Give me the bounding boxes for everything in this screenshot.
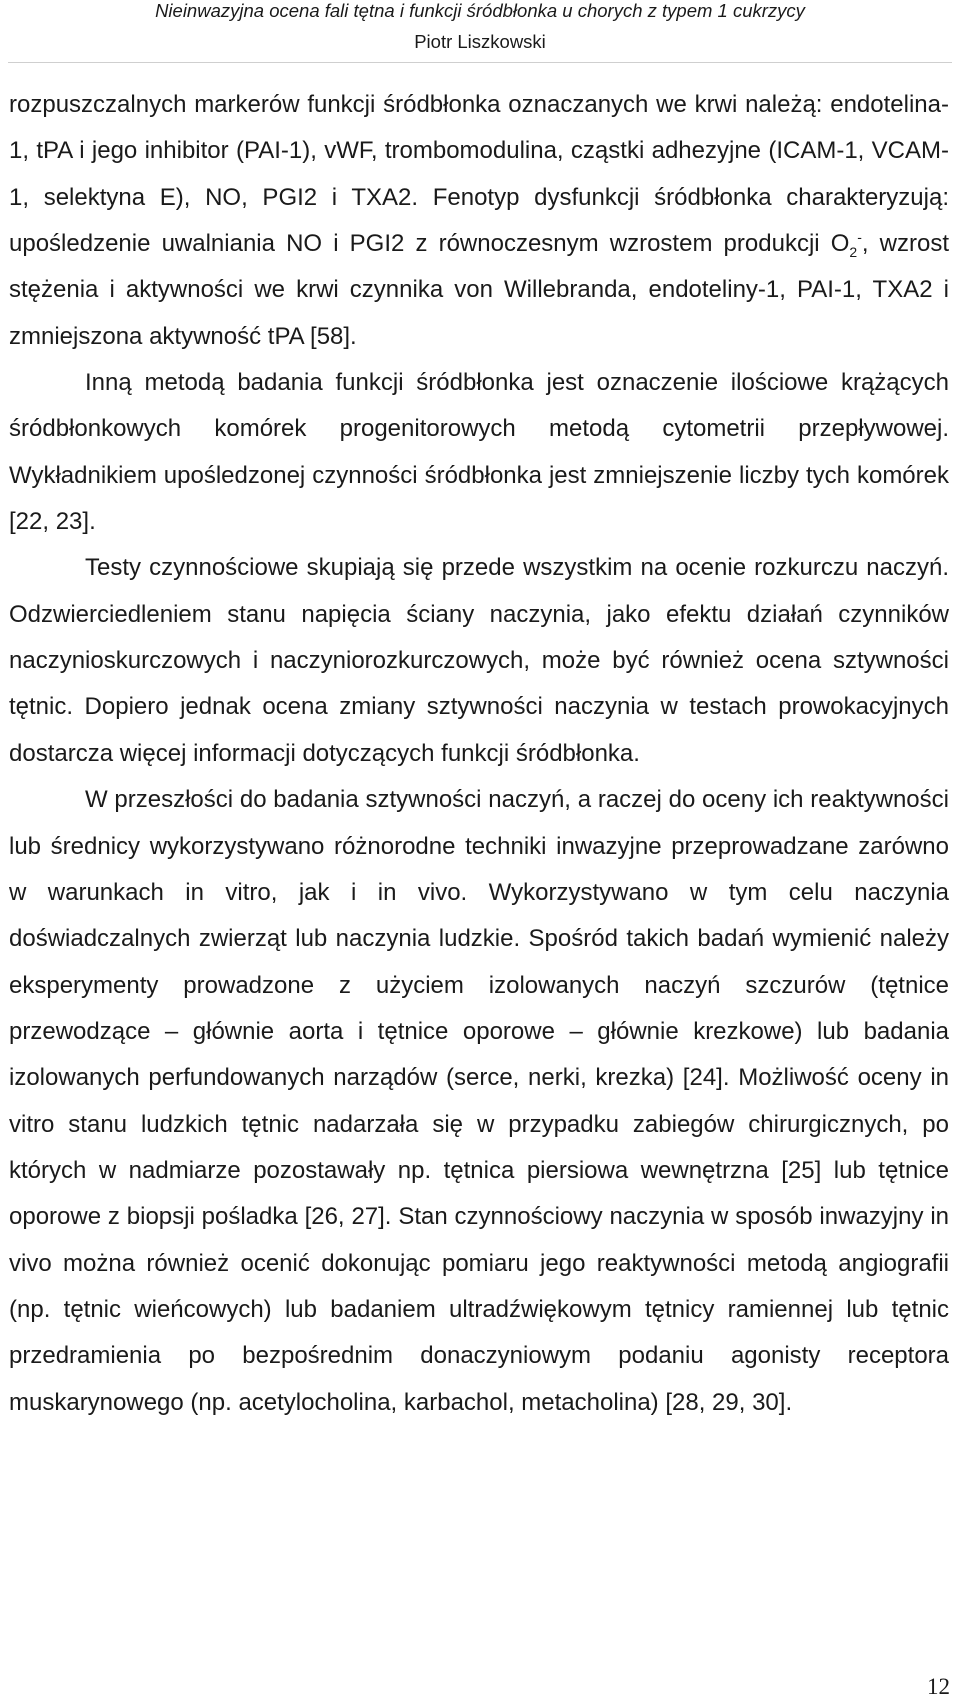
paragraph-1-text-b: , wzrost stężenia i aktywności we krwi czynnika von Willebranda, endoteliny-1, PAI-1, TXA2 i zmniejszona aktywność tPA [58]. <box>9 230 950 350</box>
running-header-title: Nieinwazyjna ocena fali tętna i funkcji śródbłonka u chorych z typem 1 cukrzycy <box>155 0 805 21</box>
paragraph-1-text-a: rozpuszczalnych markerów funkcji śródbłonka oznaczanych we krwi należą: endotelina-1, tPA i jego inhibitor (PAI-1), vWF, trombomodulina, cząstki adhezyjne (ICAM-1, VCAM-1, selektyna E), NO, PGI2 i TXA2. Fenotyp dysfunkcji śródbłonka charakteryzują: upośledzenie uwalniania NO i PGI2 z równoczesnym wzrostem produkcji O <box>9 91 949 258</box>
header-divider <box>8 62 952 63</box>
superscript-minus: - <box>857 229 862 246</box>
paragraph-2: Inną metodą badania funkcji śródbłonka jest oznaczenie ilościowe krążących śródbłonkowych komórek progenitorowych metodą cytometrii przepływowej. Wykładnikiem upośledzonej czynności śródbłonka jest zmniejszenie liczby tych komórek [22, 23]. <box>9 369 949 536</box>
running-header <box>0 0 960 53</box>
paragraph-4: W przeszłości do badania sztywności naczyń, a raczej do oceny ich reaktywności lub średnicy wykorzystywano różnorodne techniki inwazyjne przeprowadzane zarówno w warunkach in vitro, jak i in vivo. Wykorzystywano w tym celu naczynia doświadczalnych zwierząt lub naczynia ludzkie. Spośród takich badań wymienić należy eksperymenty prowadzone z użyciem izolowanych naczyń szczurów (tętnice przewodzące – głównie aorta i tętnice oporowe – głównie krezkowe) lub badania izolowanych perfundowanych narządów (serce, nerki, krezka) [24]. Możliwość oceny in vitro stanu ludzkich tętnic nadarzała się w przypadku zabiegów chirurgicznych, po których w nadmiarze pozostawały np. tętnica piersiowa wewnętrzna [25] lub tętnice oporowe z biopsji pośladka [26, 27]. Stan czynnościowy naczynia w sposób inwazyjny in vivo można również ocenić dokonując pomiaru jego reaktywności metodą angiografii (np. tętnic wieńcowych) lub badaniem ultradźwiękowym tętnicy ramiennej lub tętnic przedramienia po bezpośrednim donaczyniowym podaniu agonisty receptora muskarynowego (np. acetylocholina, karbachol, metacholina) [28, 29, 30]. <box>9 786 949 1416</box>
running-header-author: Piotr Liszkowski <box>414 31 546 52</box>
paragraph-1 <box>9 82 949 360</box>
page-number: 12 <box>927 1674 950 1699</box>
paragraph-3: Testy czynnościowe skupiają się przede wszystkim na ocenie rozkurczu naczyń. Odzwierciedleniem stanu napięcia ściany naczynia, jako efektu działań czynników naczynioskurczowych i naczyniorozkurczowych, może być również ocena sztywności tętnic. Dopiero jednak ocena zmiany sztywności naczynia w testach prowokacyjnych dostarcza więcej informacji dotyczących funkcji śródbłonka. <box>9 554 949 767</box>
document-body <box>9 82 949 1426</box>
subscript-2: 2 <box>849 243 858 260</box>
